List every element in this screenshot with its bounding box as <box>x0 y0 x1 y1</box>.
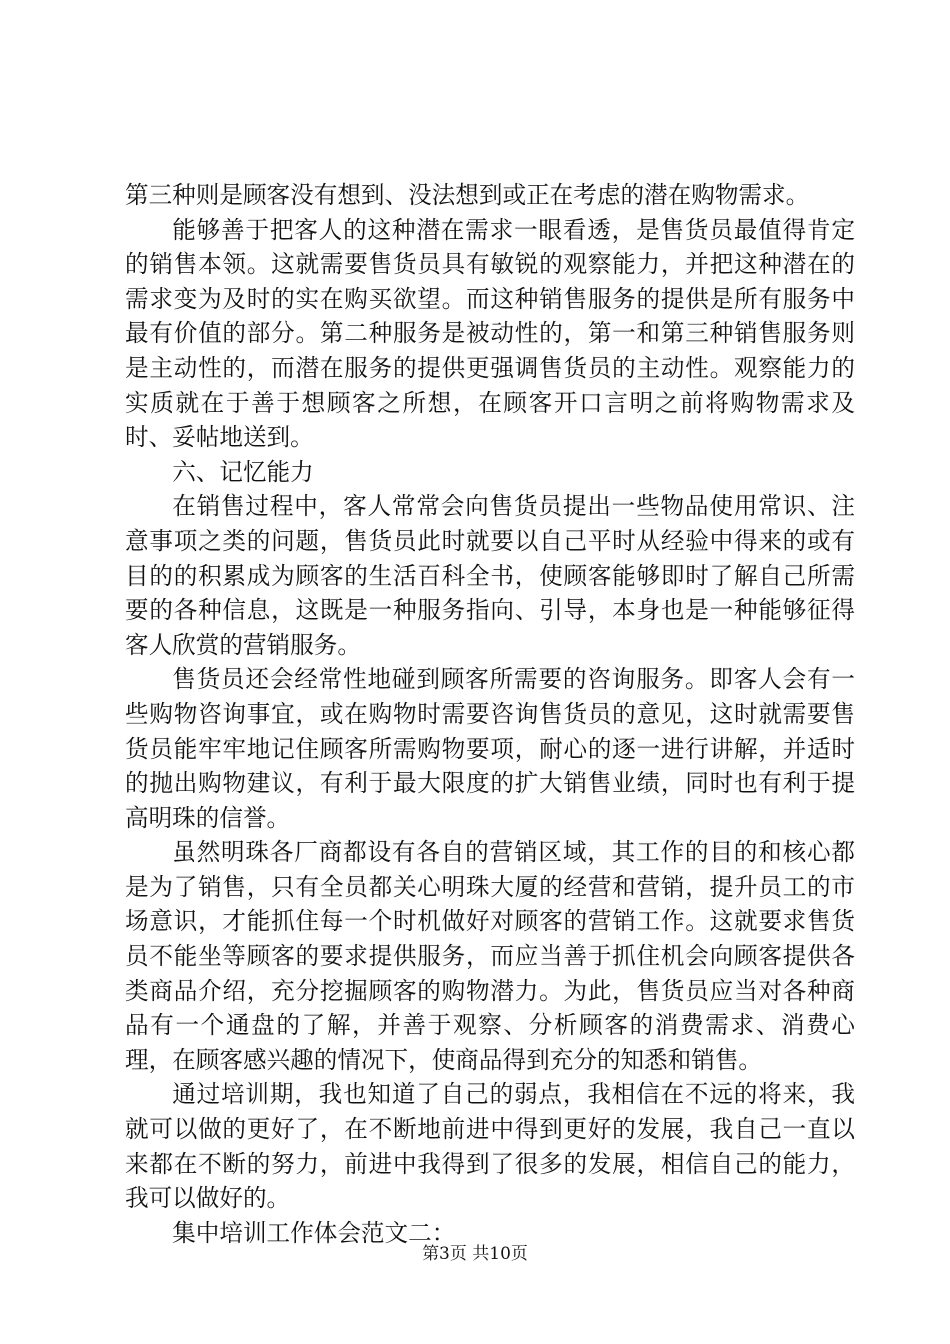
page-number-footer: 第3页 共10页 <box>422 1244 528 1264</box>
paragraph-sales-process: 在销售过程中，客人常常会向售货员提出一些物品使用常识、注意事项之类的问题，售货员此时就要以自己平时从经验中得来的或有目的的积累成为顾客的生活百科全书，使顾客能够即时了解自己所需要的各种信息，这既是一种服务指向、引导，本身也是一种能够征得客人欣赏的营销服务。 <box>125 492 855 659</box>
document-body <box>125 178 855 1250</box>
paragraph-consulting: 售货员还会经常性地碰到顾客所需要的咨询服务。即客人会有一些购物咨询事宜，或在购物时需要咨询售货员的意见，这时就需要售货员能牢牢地记住顾客所需购物要项，耐心的逐一进行讲解，并适时的抛出购物建议，有利于最大限度的扩大销售业绩，同时也有利于提高明珠的信誉。 <box>125 665 855 832</box>
paragraph-marketing: 虽然明珠各厂商都设有各自的营销区域，其工作的目的和核心都是为了销售，只有全员都关心明珠大厦的经营和营销，提升员工的市场意识，才能抓住每一个时机做好对顾客的营销工作。这就要求售货员不能坐等顾客的要求提供服务，而应当善于抓住机会向顾客提供各类商品介绍，充分挖掘顾客的购物潜力。为此，售货员应当对各种商品有一个通盘的了解，并善于观察、分析顾客的消费需求、消费心理，在顾客感兴趣的情况下，使商品得到充分的知悉和销售。 <box>125 838 855 1074</box>
paragraph-observation: 能够善于把客人的这种潜在需求一眼看透，是售货员最值得肯定的销售本领。这就需要售货员具有敏锐的观察能力，并把这种潜在的需求变为及时的实在购买欲望。而这种销售服务的提供是所有服务中最有价值的部分。第二种服务是被动性的，第一和第三种销售服务则是主动性的，而潜在服务的提供更强调售货员的主动性。观察能力的实质就在于善于想顾客之所想，在顾客开口言明之前将购物需求及时、妥帖地送到。 <box>125 215 855 452</box>
paragraph-continuation: 第三种则是顾客没有想到、没法想到或正在考虑的潜在购物需求。 <box>125 181 810 209</box>
section-heading-sample-two: 集中培训工作体会范文二： <box>172 1218 456 1247</box>
section-heading-memory: 六、记忆能力 <box>172 457 314 486</box>
paragraph-reflection: 通过培训期，我也知道了自己的弱点，我相信在不远的将来，我就可以做的更好了，在不断地前进中得到更好的发展，我自己一直以来都在不断的努力，前进中我得到了很多的发展，相信自己的能力，我可以做好的。 <box>125 1080 855 1213</box>
